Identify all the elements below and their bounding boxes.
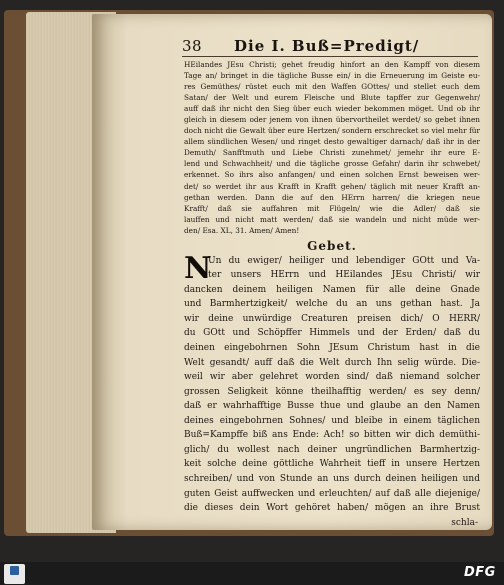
text-line: du GOtt und Schöpffer Himmels und der Erden/ daß du xyxy=(184,328,480,339)
text-line: HEilandes JEsu Christi; gehet freudig hinfort an den Kampff von diesem xyxy=(184,60,480,69)
text-line: deinen eingebohrnen Sohn JEsum Christum hast in die xyxy=(184,343,480,354)
text-line: gethan werden. Dann die auf den HErrn harren/ die kriegen neue xyxy=(184,192,480,202)
text-line: Satan/ der Welt und eurem Fleische und Blute tapffer zur Gegenwehr/ xyxy=(184,93,480,103)
text-line: den/ Esa. XL, 31. Amen/ Amen! xyxy=(184,225,300,235)
dfg-logo: DFG xyxy=(464,565,496,580)
text-line: Demuth/ Sanfftmuth und Liebe Christi zunehmet/ jemehr ihr eure E- xyxy=(184,148,480,158)
sermon-paragraph xyxy=(184,59,480,236)
text-line: auff daß ihr nicht den Sieg über euch wieder bekommen möget. Und ob ihr xyxy=(184,104,480,114)
text-line: und Barmhertzigkeit/ welche du an uns gethan hast. Ja xyxy=(184,299,480,310)
text-line: ter unsers HErrn und HEilandes JEsu Christi/ wir xyxy=(208,270,480,281)
text-line: keit solche deine göttliche Wahrheit tieff in unsere Hertzen xyxy=(184,459,480,470)
header-rule xyxy=(182,56,478,57)
text-line: Welt gesandt/ auff daß die Welt durch Ihn selig würde. Die- xyxy=(184,357,480,368)
text-line: wir deine unwürdige Creaturen preisen dich/ O HERR/ xyxy=(184,313,480,324)
text-line: gleich in diesem oder jenem von ihnen übervortheilet werdet/ so gebet ihnen xyxy=(184,115,480,125)
prayer-heading: Gebet. xyxy=(307,238,357,253)
text-line: det/ so werdet ihr aus Krafft in Krafft gehen/ täglich mit neuer Krafft an- xyxy=(184,181,480,191)
library-logo xyxy=(4,564,25,584)
library-logo-mark xyxy=(10,566,19,575)
text-line: daß er wahrhafftige Busse thue und glaube an den Namen xyxy=(184,401,480,412)
text-line: res Gemüthes/ rüstet euch mit den Waffen GOttes/ und stellet euch dem xyxy=(184,82,480,92)
library-logo-text xyxy=(5,576,24,583)
text-line: guten Geist auffwecken und erleuchten/ auf daß alle diejenige/ xyxy=(184,488,480,499)
text-line: Un du ewiger/ heiliger und lebendiger GOtt und Va- xyxy=(208,255,480,266)
running-title: Die I. Buß=Predigt/ xyxy=(234,37,420,55)
text-line: weil wir aber gelehret worden sind/ daß niemand solcher xyxy=(184,372,480,383)
prayer-paragraph xyxy=(184,250,480,530)
text-line: deines eingebohrnen Sohnes/ und bleibe in einem täglichen xyxy=(184,415,480,426)
text-line: lauffen und nicht matt werden/ daß sie wandeln und nicht müde wer- xyxy=(184,214,480,224)
catchword-row xyxy=(184,516,480,530)
text-line: dancken deinem heiligen Namen für alle deine Gnade xyxy=(184,284,480,295)
text-line: Krafft/ daß sie auffahren mit Flügeln/ wie die Adler/ daß sie xyxy=(184,203,480,213)
text-line: allem sündlichen Wesen/ und ringet desto gewaltiger darnach/ daß ihr in der xyxy=(184,137,480,147)
text-line: erkennet. So ihrs also anfangen/ und einen solchen Ernst beweisen wer- xyxy=(184,170,480,180)
text-line: schreiben/ und von Stunde an uns durch deinen heiligen und xyxy=(184,473,480,484)
text-block xyxy=(184,59,480,530)
text-line: die dieses dein Wort gehöret haben/ mögen an ihre Brust xyxy=(184,503,480,514)
drop-cap-initial: N xyxy=(184,250,212,286)
text-line: glich/ du wollest nach deiner ungründlichen Barmhertzig- xyxy=(184,444,480,455)
catchword: schla- xyxy=(451,517,478,528)
text-line: lend und Schwachheit/ und die tägliche grosse Gefahr/ darin ihr schwebet/ xyxy=(184,159,480,169)
text-line: grossen Seligkeit könne theilhafftig werden/ es sey denn/ xyxy=(184,386,480,397)
page-header xyxy=(182,37,482,57)
text-line: doch nicht die Gewalt über eure Hertzen/ sondern erschrecket so viel mehr für xyxy=(184,126,480,136)
viewer-footer-bar xyxy=(0,562,504,585)
text-line: Buß=Kampffe biß ans Ende: Ach! so bitten wir dich demüthi- xyxy=(184,430,480,441)
page-number: 38 xyxy=(182,37,203,55)
text-line: Tage an/ bringet in die tägliche Busse ein/ in die Erneuerung im Geiste eu- xyxy=(184,71,480,81)
